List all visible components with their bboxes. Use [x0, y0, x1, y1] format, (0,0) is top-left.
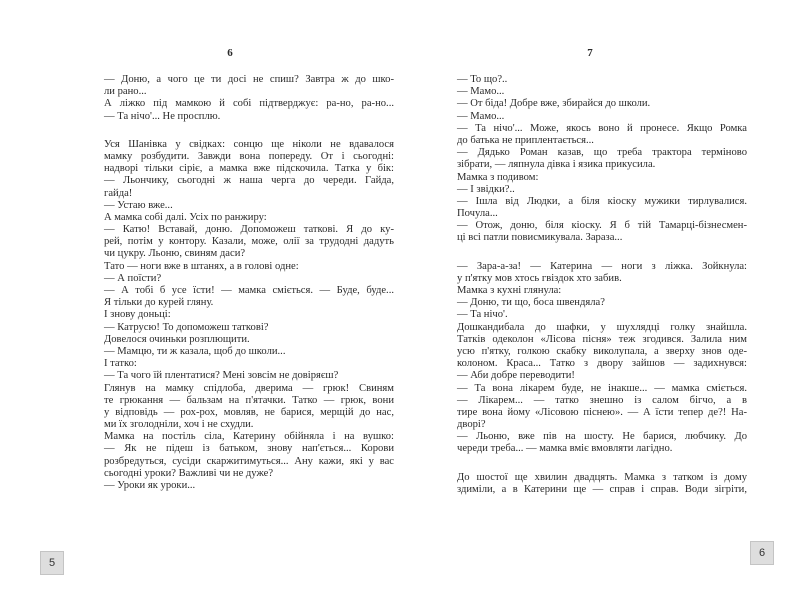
text-line: — Уроки як уроки...	[104, 480, 196, 491]
left-page	[0, 0, 403, 600]
text-line: — Та нічо'... Може, якось воно й пронесе. Якщо Ромка	[457, 122, 747, 134]
text-line: І татко:	[104, 358, 137, 370]
text-line: А мамка собі далі. Усіх по ранжиру:	[104, 211, 267, 223]
text-line: дворі?	[457, 419, 486, 431]
left-page-text	[104, 74, 394, 492]
text-line: Я тільки до курей гляну.	[104, 297, 214, 309]
text-line: рей, потім у контору. Казали, може, олії за трудодні дадуть	[104, 236, 394, 248]
text-line	[104, 123, 394, 139]
text-line: — Та нічо'.	[457, 309, 508, 321]
text-line: розбредуться, сусіди скаржитимуться... Ану кажи, які у вас	[104, 455, 394, 467]
right-page-text	[457, 74, 747, 496]
text-line: Уся Шанівка у свідках: сонцю ще ніколи не вдавалося	[104, 138, 394, 150]
text-line: А ліжко під мамкою й собі підтверджує: ра-но, ра-но...	[104, 98, 394, 110]
text-line: — Льончику, сьогодні ж наша черга до череди. Гайда,	[104, 175, 394, 187]
text-line: гайда!	[104, 187, 133, 199]
text-line: — Ішла від Людки, а біля кіоску мужики тирлувалися.	[457, 195, 747, 207]
text-line: — Та чого їй плентатися? Мені зовсім не довіряєш?	[104, 370, 339, 382]
text-line: сьогодні уроки? Важливі чи не дуже?	[104, 467, 274, 479]
text-line: Почула...	[457, 208, 498, 220]
text-line: надворі тільки сіріє, а мамка вже підскочила. Татка у бік:	[104, 163, 394, 175]
text-line: — Мамцю, ти ж казала, щоб до школи...	[104, 345, 286, 357]
right-page	[404, 0, 807, 600]
text-line: До шостої ще хвилин двадцять. Мамка з татком із дому	[457, 471, 747, 483]
text-line: — То що?..	[457, 74, 508, 85]
text-line: ці всі патли повисмикувала. Зараза...	[457, 232, 623, 244]
text-line: — Дядько Роман казав, що треба трактора терміново	[457, 147, 747, 159]
text-line: Мамка на постіль сіла, Катерину обійняла і на вушко:	[104, 431, 394, 443]
text-line: — Як не підеш із батьком, знову нап'ється... Корови	[104, 443, 394, 455]
text-line: Татків одеколон «Лісова пісня» теж згодився. Залила ним	[457, 333, 747, 345]
text-line: зібрати, — ляпнула дівка і язика прикусила.	[457, 159, 656, 171]
text-line: — Зара-а-за! — Катерина — ноги з ліжка. Зойкнула:	[457, 260, 747, 272]
text-line: усю п'ятку, голкою скабку виколупала, а зверху знов оде-	[457, 345, 747, 357]
text-line: до батька не приплентається...	[457, 134, 594, 146]
text-line: Мамка з кухні глянула:	[457, 285, 562, 296]
text-line: Довелося очиньки розплющити.	[104, 333, 250, 345]
text-line: — Льоню, вже пів на шосту. Не барися, любчику. До	[457, 431, 747, 443]
text-line: чи цукру. Льоню, свиням даси?	[104, 248, 246, 260]
text-line: у п'ятку мов хтось гвіздок хто забив.	[457, 272, 622, 284]
text-line: — А тобі б усе їсти! — мамка сміється. — Буде, буде...	[104, 285, 394, 296]
text-line: — От біда! Добре вже, збирайся до школи.	[457, 98, 651, 110]
text-line: І знову доньці:	[104, 309, 171, 321]
text-line: — Лікарем... — татко знешно із салом бігчо, а в	[457, 394, 747, 406]
text-line: — А поїсти?	[104, 272, 162, 284]
text-line: ми їх зголодніли, хоч і не схудли.	[104, 419, 254, 431]
text-line	[457, 245, 747, 261]
text-line	[457, 456, 747, 472]
page-indicator-left[interactable]: 5	[40, 551, 64, 575]
text-line: — Доню, ти що, боса швендяла?	[457, 297, 605, 309]
page-number-left: 6	[227, 47, 233, 59]
text-line: — Доню, а чого це ти досі не спиш? Завтра ж до шко-	[104, 74, 394, 85]
text-line: Дошкандибала до шафки, у шухлядці голку знайшла.	[457, 321, 747, 333]
text-line: — Мамо...	[457, 86, 505, 98]
text-line: те грюкання — бальзам на п'ятачки. Татко — грюк, вони	[104, 394, 394, 406]
text-line: — І звідки?..	[457, 183, 515, 195]
text-line: — Отож, доню, біля кіоску. Я б тій Тамарці-бізнесмен-	[457, 220, 747, 232]
text-line: череди треба... — мамка вміє вмовляти лагідно.	[457, 443, 673, 455]
text-line: — Та нічо'... Не просплю.	[104, 110, 221, 122]
text-line: тире вона йому «Лісовою піснею». — А їсти тепер де?! На-	[457, 406, 747, 418]
text-line: колоном. Краса... Татко з двору зайшов — задихнувся:	[457, 358, 747, 370]
text-line: — Устаю вже...	[104, 199, 173, 211]
text-line: Глянув на мамку спідлоба, дверима — грюк! Свиням	[104, 382, 394, 394]
text-line: ли рано...	[104, 86, 147, 98]
text-line: — Аби добре переводити!	[457, 370, 575, 382]
page-number-right: 7	[587, 47, 593, 59]
page-indicator-right[interactable]: 6	[750, 541, 774, 565]
text-line: — Катрусю! То допоможеш таткові?	[104, 321, 269, 333]
text-line: — Катю! Вставай, доню. Допоможеш таткові. Я до ку-	[104, 224, 394, 236]
text-line: Тато — ноги вже в штанях, а в голові одне:	[104, 260, 299, 272]
text-line: у відповідь — рох-рох, мовляв, не барися, мерщій до нас,	[104, 406, 394, 418]
text-line: — Та вона лікарем буде, не інакше... — мамка сміється.	[457, 382, 747, 394]
text-line: — Мамо...	[457, 110, 505, 122]
text-line: Мамка з подивом:	[457, 171, 539, 183]
text-line: здиміли, а в Катерини ще — справ і справ. Води зігріти,	[457, 483, 747, 495]
text-line: мамку розбудити. Завжди вона попереду. От і сьогодні:	[104, 150, 394, 162]
